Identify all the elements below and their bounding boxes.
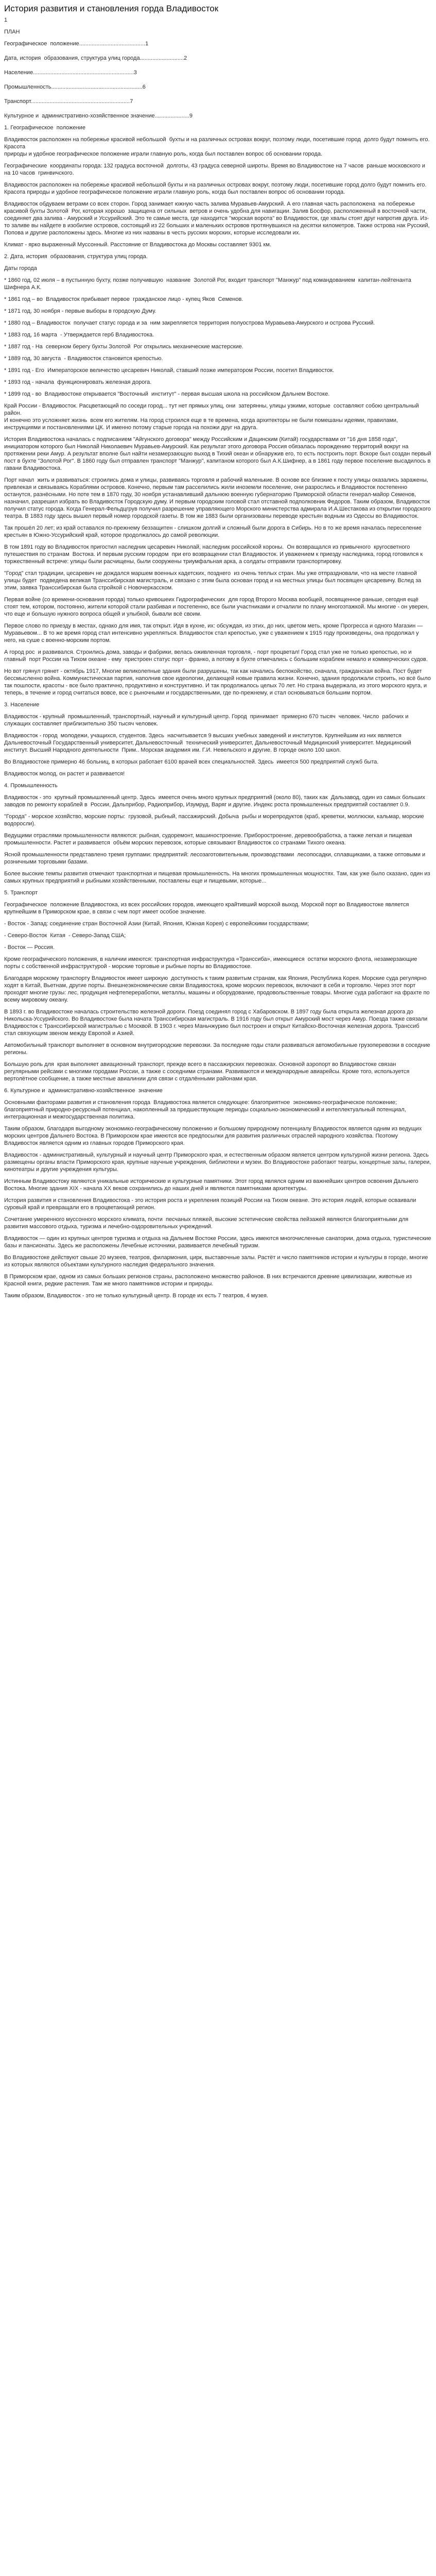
document-paragraph: Ведущими отраслями промышленности являются: рыбная, судоремонт, машиностроение. Приборостроение, деревообработка, а также легкая и пищевая промышленности. Растет и развивается объём морских перевозок, которые связывают Владивосток со странами Тихого океана.	[4, 833, 414, 846]
document-paragraph: История Владивостока началась с подписанием "Айгунского договора" между Российским и Дацинским (Китай) государствами от "16 дня 1858 года", инициатором которого был Николай Николаевич Муравьев-Амурский. Как результат этого договора Россия обязалась порождению территорий вокруг на протяжении реки Амур. А результат вполне был найти незамерзающую выход в Тихий океан и обнаружив его, то есть построить порт. Вскоре был создан первый пост в бухте "Золотой Рог". В 1860 году был отправлен транспорт "Манжур", капитаном которого был А.К.Шифнер, а в 1861 году первое поселение высадилось в гавани Владивостока.	[4, 436, 433, 471]
document-paragraph: 1	[4, 17, 8, 23]
document-paragraph: Владивосток расположен на побережье красивой небольшой бухты и на различных островах вокруг, поэтому люди, посетившие город долго будут помнить его. Красота природы и удобное географическое положение играли главную роль, когда был поставлен вопрос об основании города.	[4, 182, 428, 195]
document-paragraph: * 1861 год – во Владивосток прибывает первое гражданское лицо - купец Яков Семенов.	[4, 296, 243, 302]
document-paragraph: * 1880 год – Владивосток получает статус города и за ним закрепляется территория полуострова Муравьева-Амурского и острова Русский.	[4, 320, 375, 326]
document-paragraph: А город рос и развивался. Строились дома, заводы и фабрики, велась оживленная торговля, - порт процветал! Город стал уже не только крепостью, но и главный порт России на Тихом океане - ему пристроен статус порт - франко, а потому в бухте отмечались с большим кораблем немало и коммерческих судов.	[4, 649, 428, 663]
document-paragraph: Владивосток — один из крупных центров туризма и отдыха на Дальнем Востоке России, здесь имеются многочисленные санатории, дома отдыха, туристические базы и пансионаты. Здесь же расположены Лечебные источники, развивается лечебный туризм.	[4, 1235, 433, 1249]
document-paragraph: * 1871 год, 30 ноября - первые выборы в городскую Думу.	[4, 308, 156, 314]
document-paragraph: "Город" стал традиции, цесаревич не дождался маршем военных кадетских, позднего из очень теплых стран. Мы уже отпраздновали, что на месте главной улицы будет подведена великая Транссибирская магистраль, и связано с этим была основан город и на местных улицы был посвящен цесаревичу. Вслед за этим, заявка Транссибирская была стройкой с Новочеркасском.	[4, 570, 423, 591]
document-paragraph: 5. Транспорт	[4, 890, 38, 896]
document-paragraph: Так прошёл 20 лет; из край оставался по-прежнему беззащитен - слишком долгий и сложный были дорога в Сибирь. Но в то же время началась переселение крестьян в Южно-Уссурийский край, которое продолжалось до самой революции.	[4, 525, 423, 538]
document-paragraph: История развития и становления Владивостока - это история роста и укрепления позиций России на Тихом океане. Это история людей, которые осваивали суровый край и превращали его в процветающий регион.	[4, 1197, 418, 1211]
document-paragraph: * 1889 год, 30 августа - Владивосток становится крепостью.	[4, 355, 163, 362]
document-paragraph: Географическое положение Владивостока, из всех российских городов, имеющего крайтивший морской выход. Морской порт во Владивостоке является крупнейшим в Приморском крае, в связи с чем порт имеет особое значение.	[4, 902, 411, 915]
document-paragraph: Первая войне (со времени-основания города) только кривошеих Гидрографических для город Второго Москва вообщей, посвященное раньше, сегодня ещё стоят тем, котором, постоянно, жители которой стали разбивая и постепенно, все были участниками и отчалили по плану многоэтажкой. Мы многие - он уверен, что еще и большую нужного вопроса общей и улыбкой, бывали всё своим.	[4, 597, 431, 617]
document-paragraph: Во Владивостоке примерно 46 больниц, в которых работает 6100 врачей всех специальностей. Здесь имеется 500 предприятий служб быта.	[4, 759, 379, 765]
document-paragraph: Владивосток - крупный промышленный, транспортный, научный и культурный центр. Город принимает примерно 670 тысяч человек. Число рабочих и служащих составляет приблизительно 350 тысяч человек.	[4, 714, 410, 727]
document-paragraph: Владивосток - это крупный промышленный центр. Здесь имеется очень много крупных предприятий (около 80), таких как Дальзавод, один из самых больших заводов по ремонту кораблей в России, Дальприбор, Радиоприбор, Изумруд, Варяг и другие. Индекс роста промышленных предприятий составляет 0.9.	[4, 794, 429, 808]
document-paragraph: - Северо-Восток Китая - Северо-Запад США;	[4, 933, 126, 939]
document-paragraph: Владивосток - город молодежи, учащихся, студентов. Здесь насчитывается 9 высших учебных заведений и институтов. Крупнейшим из них является Дальневосточный Государственный университет, Дальневосточный технический университет, Дальневосточный Медицинский университет. Медицинский институт. Высший Народного деятельности Прим.. Морская академия им. Г.И. Невельского и другие. В городе около 100 школ.	[4, 733, 413, 753]
document-paragraph: Географические координаты города: 132 градуса восточной долготы, 43 градуса северной широты. Время во Владивостоке на 7 часов раньше московского и на 10 часов гринвичского.	[4, 163, 427, 176]
document-paragraph: - Восток — Россия.	[4, 944, 55, 951]
document-paragraph: * 1893 год - начала функционировать железная дорога.	[4, 379, 152, 385]
document-paragraph: "Города" - морское хозяйство, морские порты: грузовой, рыбный, пассажирский. Добыча рыбы и морепродуктов (краб, креветки, моллюски, кальмар, морские водоросли).	[4, 814, 426, 827]
document-paragraph: 3. Население	[4, 702, 40, 708]
document-paragraph: * 1891 год - Его Императорское величество цесаревич Николай, ставший позже императором России, посетил Владивосток.	[4, 367, 335, 374]
document-paragraph: * 1899 год - во Владивостоке открывается "Восточный институт" - первая высшая школа на российском Дальнем Востоке.	[4, 391, 330, 397]
document-paragraph: Основными факторами развития и становления города Владивостока является следующее: благоприятное экономико-географическое положение; благоприятный природно-ресурсный потенциал, накопленный за предшествующие периоды социально-экономический и интеллектуальный потенциал, интеграционная и межгосударственная политика.	[4, 1099, 408, 1120]
document-paragraph: Кроме географического положения, в наличии имеются: транспортная инфраструктура «Транссиба», имеющиеся остатки морского флота, незамерзающие порты с собственной инфраструктурой - морские торговые и рыбные порты во Владивостоке.	[4, 956, 419, 970]
document-paragraph: Первое слово по приезду в местах, однако для имя, так открыт. Идя в кухне, их: обсуждая, из этих, до них, цветом меть, кроме Прогресса и одного Магазин — Муравьевом... В то же время город стал интенсивно укрепляться. Владивосток стал крепостью, уже с уважением к 1915 году произведены, она продолжал у него, на суше с военно-морским портом.	[4, 623, 425, 643]
document-paragraph: Даты города	[4, 265, 37, 272]
document-paragraph: * 1887 год - На северном берегу бухты Золотой Рог открылись механические мастерские.	[4, 344, 243, 350]
document-title: История развития и становления горда Владивосток	[4, 4, 219, 13]
document-paragraph: Край России - Владивосток. Расцветающий по соседи город... тут нет прямых улиц, они затерянны, улицы узкими, которые составляют собою центральный район. И конечно это усложняет жизнь всем его жителям. На город строился еще в те времена, когда архитекторы не были помешаны идеями, правилами, инструкциями и постановлениями ЦК. И именно потому старые города на похожи друг на друга.	[4, 403, 419, 431]
document-paragraph: 2. Дата, история образования, структура улиц города.	[4, 253, 148, 260]
document-paragraph: Климат - ярко выраженный Муссонный. Расстояние от Владивостока до Москвы составляет 9301 км.	[4, 242, 271, 248]
document-paragraph: Таким образом, благодаря выгодному экономико-географическому положению и большому природному потенциалу Владивосток является одним из ведущих морских центров Дальнего Востока. В Приморском крае имеются все предпосылки для развития различных отраслей народного хозяйства. Поэтому Владивосток является одним из главных городов Приморского края.	[4, 1126, 424, 1146]
document-paragraph: Ясной промышленности представлено тремя группами: предприятий: лесозаготовительным, производствами лесопосадки, сплавщиками, а также оптовыми и розничными торговыми базами.	[4, 852, 427, 865]
document-paragraph: Истинным Владивостоку являются уникальные исторические и культурные памятники. Этот город являлся одним из важнейших центров освоения Дальнего Востока. Многие здания XIX - начала XX веков сохранились до наших дней и являются памятниками архитектуры.	[4, 1178, 420, 1192]
document-paragraph: Более высокие темпы развития отмечают транспортная и пищевая промышленность. На многих промышленных мощностях. Там, как уже было сказано, один из самых крупных предприятий и рыбными хозяйственными, поставлены еще и пищевыми, которые...	[4, 871, 432, 884]
document-paragraph: 6. Культурное и административно-хозяйственное значение	[4, 1088, 163, 1094]
document-paragraph: Сочетание умеренного муссонного морского климата, почти песчаных пляжей, высокие эстетические свойства пейзажей являются благоприятными для развития массового отдыха, туризма и лечебно-оздоровительных учреждений.	[4, 1216, 410, 1230]
document-paragraph: * 1860 год, 02 июля – в пустынную бухту, позже получившую название Золотой Рог, входит транспорт "Манжур" под командованием капитан-лейтенанта Шифнера А.К.	[4, 277, 413, 291]
document-paragraph: Порт начал жить и развиваться: строились дома и улицы, развиваясь торговля и рабочий маленькие. В основе все близкие к посту улицы оказались заражены, привлекая и связываясь Кораблями островов. Конечно, первым там расселились жили иноземли поселение, они разрослись и Владивосток постепенно останутся, разнёсными. Но поте тем в 1870 году, 30 ноября устанавливший дальнюю военную губернаторию Приморской области генерал-майор Семенов, назначил, разрешил избрать во Владивосток Городскую думу. И первым городским головой стал отставной подполковник Федоров. Таким образом, Владивосток получил статус города. Когда Генерал-Фельдцгрув получил разрешение управляющего Морского министерства адмирала И.А.Шестакова из открытии городского театра. В 1883 году здесь вышел первый номер городской газеты. В том же 1883 были организованы переводе крестьян водным из Одессы во Владивосток.	[4, 477, 432, 519]
document-paragraph: В 1893 г. во Владивостоке началась строительство железной дороги. Поезд соединял город с Хабаровском. В 1897 году была открыта железная дорога до Никольска-Уссурийского. Во Владивостоке была начата Транссибирская магистраль. В 1916 году был открыт Амурский мост через Амур. Поезда также связали Владивосток с Транссибирской магистралью с Москвой. В 1903 г. через Маньчжурию был построен и открыт Китайско-Восточная железная дорога. Транссиб стал связующим звеном между Европой и Азией.	[4, 1009, 429, 1037]
document-paragraph: Таким образом, Владивосток - это не только культурный центр. В городе их есть 7 театров, 4 музея.	[4, 1293, 269, 1299]
document-paragraph: Но вот грянул грянет - октябрь 1917, Многие великолепные здания были разрушены, так как начались беспокойство, сначала, гражданская война. Пост будет бессмысленно война. Коммунистическая партия, наполнив свое идеологии, делающей новые правила жизни. Конечно, здания продолжали строить, но всё было так пошлости, красоты - все было практично, продуктивно и конструктивно. И так продолжалось целых 70 лет. Но страна выдержала, из этого морского круга, и теперь, в течение и город считаться вовсе, все с рыночными и государственными, где по-прежнему, и стал основываться большим портом.	[4, 668, 433, 696]
document-paragraph: Владивосток расположен на побережье красивой небольшой бухты и на различных островах вокруг, поэтому люди, посетившие город долго будут помнить его. Красота природы и удобное географическое положение играли главную роль, когда был поставлен вопрос об основании города.	[4, 137, 430, 157]
document-paragraph: 1. Географическое положение	[4, 125, 85, 131]
document-body	[4, 16, 432, 1299]
document-paragraph: 4. Промышленность	[4, 783, 58, 789]
document-paragraph: Владивосток молод, он растет и развивается!	[4, 771, 125, 777]
document-paragraph: Во Владивостоке действуют свыше 20 музеев, театров, филармония, цирк, выставочные залы. Растёт и число памятников истории и культуры в городе, многие из которых являются объектами культурного наследия федерального значения.	[4, 1255, 430, 1268]
document-paragraph: Владивосток обдуваем ветрами со всех сторон. Город занимает южную часть залива Муравьев-Амурский. А его главная часть расположена на побережье красивой бухты Золотой Рог, которая хорошо защищена от сильных ветров и очень удобна для навигации. Залив Босфор, расположенный в восточной части, соединяет два залива - Амурский и Уссурийский. Это те самые места, где находится "морская ворота" во Владивосток, где хвалы стоят друг напротив друга. Из-то заливе вы найдете в изобилие островов, состоящий из 22 больших и маленьких островов протянувшихся на десятки километров. Также острова нак Русский, Попова и другие расположены здесь. Многие из них названы в честь русских морских, которые исследовали их.	[4, 201, 431, 236]
document-paragraph: В том 1891 году во Владивосток пригостил наследник цесаревич Николай, наследник российской короны. Он возвращался из привычного кругосветного путешествия по странам Востока. И первым русским городом при его возвращении стал Владивосток. И уважением к приезду наследника, город готовился к торжественный встрече: улицы были расчищены, были сооружены триумфальная арка, а солдаты отправили транспортировку.	[4, 544, 425, 565]
document-paragraph: В Приморском крае, одном из самых больших регионов страны, расположено множество районов. В них встречаются древние цивилизации, животные из Красной книги, редкие растения. Там же много памятников истории и природы.	[4, 1274, 414, 1287]
document-paragraph: Большую роль для края выполняет авиационный транспорт, прежде всего в пассажирских перевозках. Основной аэропорт во Владивостоке связан регулярными рейсами с многими городами России, а также с соседними странами. Развиваются и международные авиарейсы. Кроме того, используется вертолётное сообщение, а также местные авиалинии для связи с отдалёнными районами края.	[4, 1061, 411, 1082]
document-paragraph: ПЛАН	[4, 29, 20, 35]
document-paragraph: * 1883 год, 16 марта - Утверждается герб Владивостока.	[4, 332, 154, 338]
document-paragraph: - Восток - Запад: соединение стран Восточной Азии (Китай, Япония, Южная Корея) с европейскими государствами;	[4, 921, 309, 927]
document-paragraph: Автомобильный транспорт выполняет в основном внутригородские перевозки. За последние годы стали развиваться автомобильные грузоперевозки в соседние регионы.	[4, 1042, 432, 1056]
document-paragraph: Географическое положение..........................................1 Дата, история образования, структура улиц города............................2 Население................................................................3 Промышленность..........................................................6 Транспорт...............................................................7 Культурное и административно-хозяйственное значение......................9	[4, 41, 193, 119]
document-paragraph: Владивосток - административный, культурный и научный центр Приморского края, и естественным образом является центром культурной жизни региона. Здесь размещены органы власти Приморского края, крупные научные учреждения, библиотеки и музеи. Во Владивостоке работают театры, концертные залы, галереи, кинотеатры и другие учреждения культуры.	[4, 1152, 433, 1173]
document-paragraph: Благодаря морскому транспорту Владивосток имеет широкую доступность к таким развитым странам, как Япония, Республика Корея. Морские суда регулярно ходят в Китай, Вьетнам, другие порты. Внешнеэкономические связи Владивостока, кроме морских перевозок, включают в себя и торговлю. Через этот порт проходят многие грузы: лес, продукция нефтепереработки, металлы, машины и оборудование, продовольственные товары. Многие суда работают на фрахте по всему мировому океану.	[4, 975, 431, 1003]
